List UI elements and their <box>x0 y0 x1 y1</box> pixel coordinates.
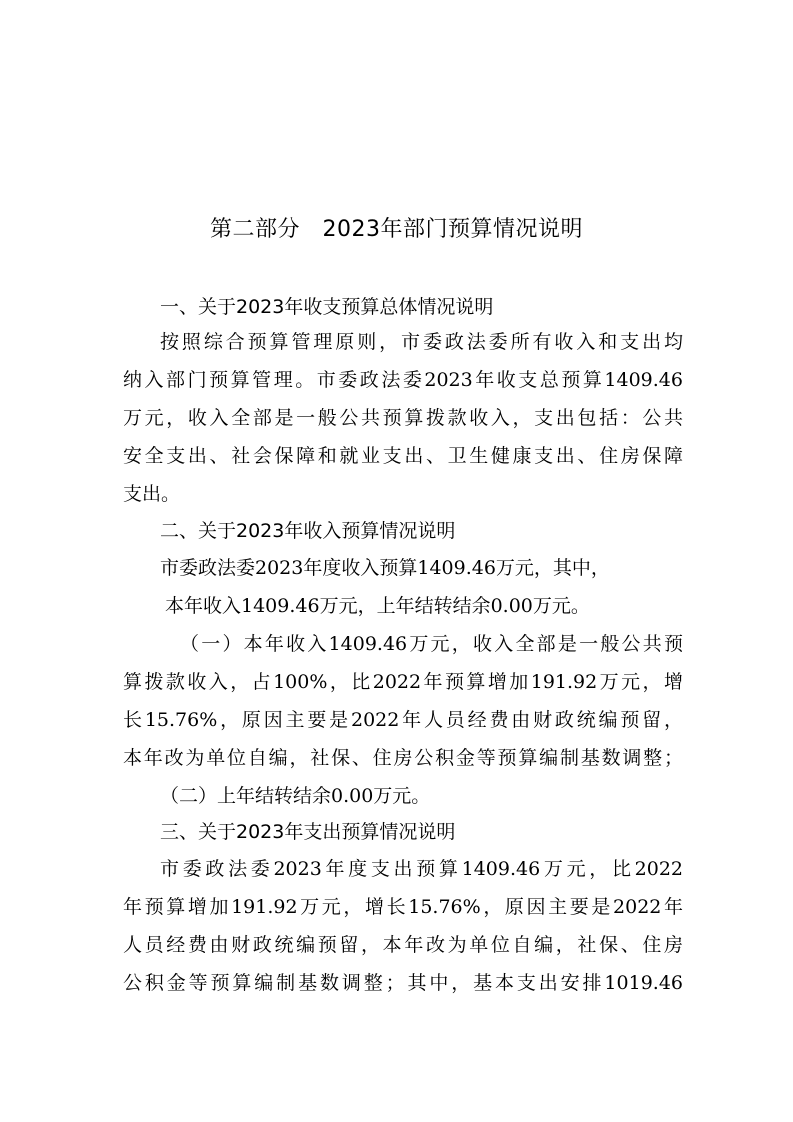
section-1-line-4: 安全支出、社会保障和就业支出、卫生健康支出、住房保障 <box>123 445 683 467</box>
section-2-line-5: 长15.76%，原因主要是2022年人员经费由财政统编预留， <box>123 709 683 731</box>
section-3-heading: 三、关于2023年支出预算情况说明 <box>160 821 456 843</box>
section-2-line-3: （一）本年收入1409.46万元，收入全部是一般公共预 <box>180 633 683 655</box>
section-3-line-3: 人员经费由财政统编预留，本年改为单位自编，社保、住房 <box>123 934 683 956</box>
section-3-line-4: 公积金等预算编制基数调整；其中，基本支出安排1019.46 <box>123 972 683 994</box>
section-1-line-3: 万元，收入全部是一般公共预算拨款收入，支出包括：公共 <box>123 407 683 429</box>
section-2-line-1: 市委政法委2023年度收入预算1409.46万元，其中， <box>160 557 610 579</box>
section-3-line-2: 年预算增加191.92万元，增长15.76%，原因主要是2022年 <box>123 896 683 918</box>
section-3-line-1: 市委政法委2023年度支出预算1409.46万元，比2022 <box>160 858 683 880</box>
section-1-line-2: 纳入部门预算管理。市委政法委2023年收支总预算1409.46 <box>123 369 683 391</box>
section-2-line-6: 本年改为单位自编，社保、住房公积金等预算编制基数调整； <box>123 747 683 769</box>
section-2-line-7: （二）上年结转结余0.00万元。 <box>160 785 431 807</box>
section-1-heading: 一、关于2023年收支预算总体情况说明 <box>160 296 494 318</box>
page-title: 第二部分 2023年部门预算情况说明 <box>210 217 583 242</box>
section-2-heading: 二、关于2023年收入预算情况说明 <box>160 520 456 542</box>
section-2-line-2: 本年收入1409.46万元，上年结转结余0.00万元。 <box>165 595 590 617</box>
section-1-line-1: 按照综合预算管理原则，市委政法委所有收入和支出均 <box>160 331 683 353</box>
section-2-line-4: 算拨款收入，占100%，比2022年预算增加191.92万元，增 <box>123 671 683 693</box>
section-1-line-5: 支出。 <box>123 483 181 505</box>
